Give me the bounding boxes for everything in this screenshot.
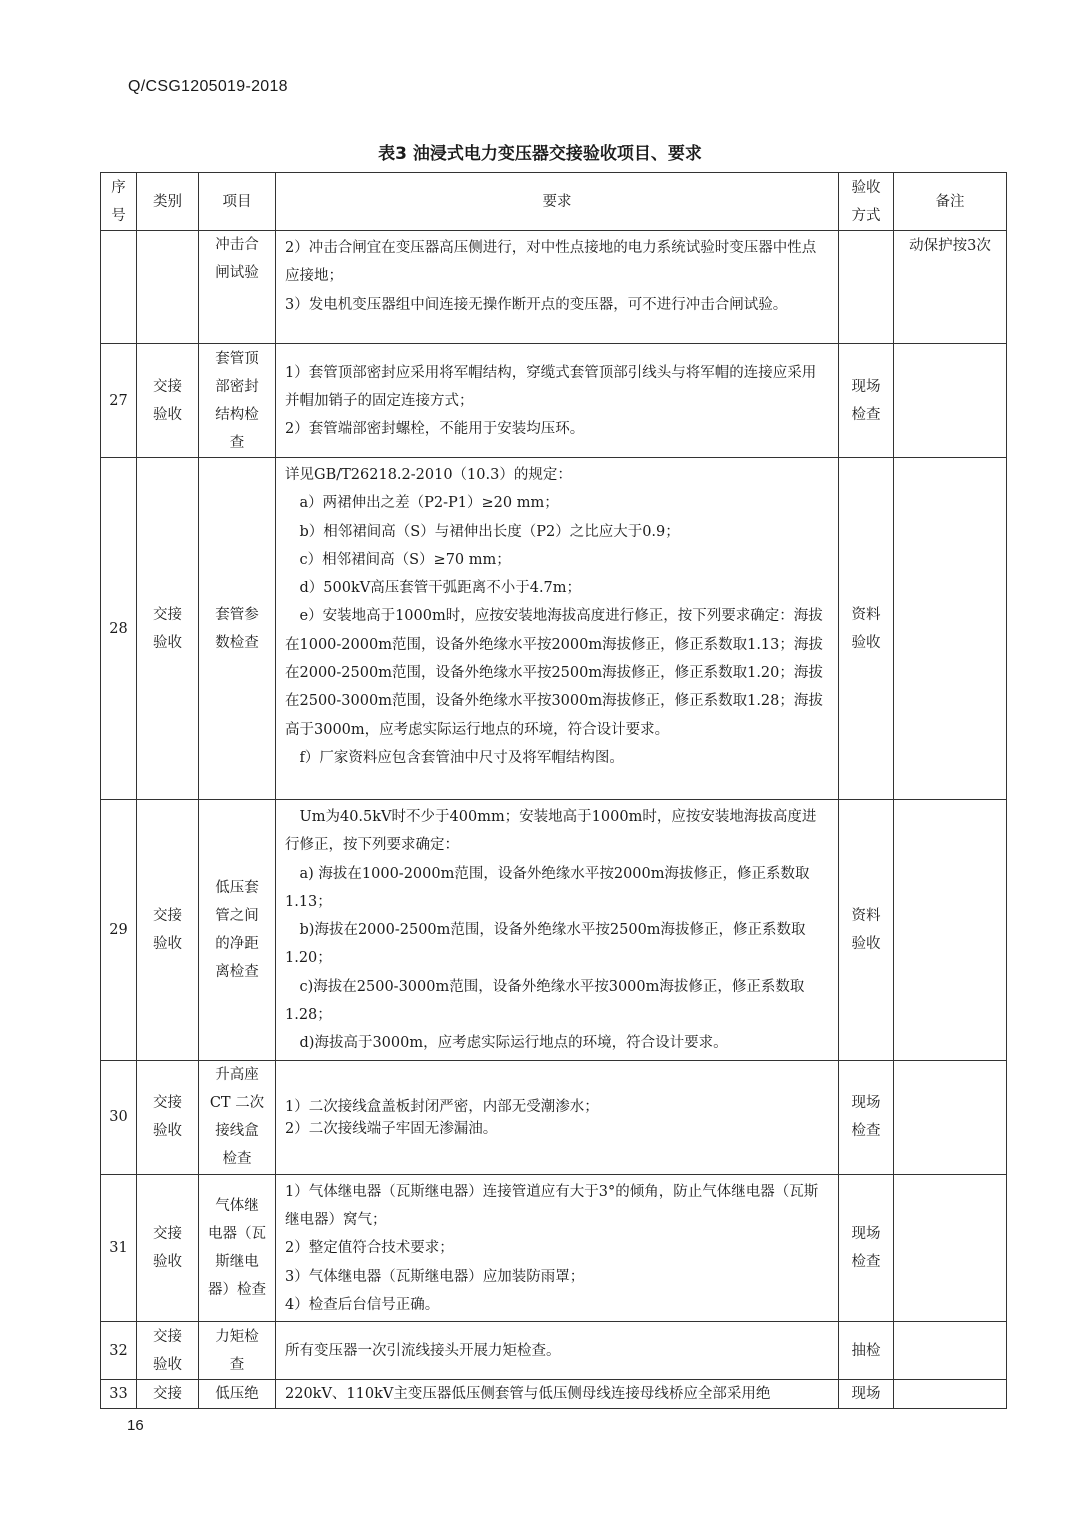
row-method: 现场 检查 bbox=[839, 1174, 894, 1321]
row-remark bbox=[894, 1380, 1007, 1409]
table-row bbox=[101, 1380, 1007, 1409]
header-item: 项目 bbox=[199, 173, 276, 231]
row-category: 交接 验收 bbox=[137, 1322, 199, 1380]
row-remark bbox=[894, 1060, 1007, 1174]
row-category bbox=[137, 231, 199, 344]
row-requirement: 2）冲击合闸宜在变压器高压侧进行，对中性点接地的电力系统试验时变压器中性点应接地； 3）发电机变压器组中间连接无操作断开点的变压器，可不进行冲击合闸试验。 bbox=[276, 231, 839, 344]
table-row bbox=[101, 1060, 1007, 1174]
row-seq: 28 bbox=[101, 458, 137, 800]
row-item: 力矩检 查 bbox=[199, 1322, 276, 1380]
row-category: 交接 验收 bbox=[137, 344, 199, 458]
table-row bbox=[101, 800, 1007, 1061]
row-method: 现场 bbox=[839, 1380, 894, 1409]
row-method: 资料 验收 bbox=[839, 458, 894, 800]
row-item: 低压绝 bbox=[199, 1380, 276, 1409]
row-category: 交接 验收 bbox=[137, 458, 199, 800]
row-remark: 动保护按3次 bbox=[894, 231, 1007, 344]
table-row bbox=[101, 458, 1007, 800]
row-seq: 31 bbox=[101, 1174, 137, 1321]
row-seq: 33 bbox=[101, 1380, 137, 1409]
row-requirement: 1）二次接线盒盖板封闭严密，内部无受潮渗水； 2）二次接线端子牢固无渗漏油。 bbox=[276, 1060, 839, 1174]
row-requirement: 详见GB/T26218.2-2010（10.3）的规定： a）两裙伸出之差（P2-P1）≥20 mm； b）相邻裙间高（S）与裙伸出长度（P2）之比应大于0.9； c）相邻裙间高（S）≥70 mm； d）500kV高压套管干弧距离不小于4.7m； e）安装地高于1000m时，应按安装地海拔高度进行修正，按下列要求确定：海拔在1000-2000m范围，设备外绝缘水平按2000m海拔修正，修正系数取1.13；海拔在2000-2500m范围，设备外绝缘水平按2500m海拔修正，修正系数取1.20；海拔在2500-3000m范围，设备外绝缘水平按3000m海拔修正，修正系数取1.28；海拔高于3000m，应考虑实际运行地点的环境，符合设计要求。 f）厂家资料应包含套管油中尺寸及将军帽结构图。 bbox=[276, 458, 839, 800]
row-category: 交接 bbox=[137, 1380, 199, 1409]
header-category: 类别 bbox=[137, 173, 199, 231]
row-remark bbox=[894, 458, 1007, 800]
document-code: Q/CSG1205019-2018 bbox=[128, 78, 288, 95]
row-method: 现场 检查 bbox=[839, 1060, 894, 1174]
page-number: 16 bbox=[127, 1417, 144, 1434]
row-item: 升高座 CT 二次 接线盒 检查 bbox=[199, 1060, 276, 1174]
row-item: 气体继 电器（瓦 斯继电 器）检查 bbox=[199, 1174, 276, 1321]
header-requirement: 要求 bbox=[276, 173, 839, 231]
row-method bbox=[839, 231, 894, 344]
acceptance-table bbox=[100, 172, 1007, 1409]
row-seq bbox=[101, 231, 137, 344]
table-row bbox=[101, 1322, 1007, 1380]
row-method: 资料 验收 bbox=[839, 800, 894, 1061]
row-requirement: 220kV、110kV主变压器低压侧套管与低压侧母线连接母线桥应全部采用绝 bbox=[276, 1380, 839, 1409]
row-method: 现场 检查 bbox=[839, 344, 894, 458]
row-category: 交接 验收 bbox=[137, 800, 199, 1061]
table-row bbox=[101, 344, 1007, 458]
table-row bbox=[101, 231, 1007, 344]
row-item: 套管参 数检查 bbox=[199, 458, 276, 800]
row-item: 套管顶 部密封 结构检 查 bbox=[199, 344, 276, 458]
row-category: 交接 验收 bbox=[137, 1174, 199, 1321]
row-item: 低压套 管之间 的净距 离检查 bbox=[199, 800, 276, 1061]
row-remark bbox=[894, 1322, 1007, 1380]
header-seq: 序 号 bbox=[101, 173, 137, 231]
row-seq: 27 bbox=[101, 344, 137, 458]
row-requirement: Um为40.5kV时不少于400mm；安装地高于1000m时，应按安装地海拔高度进行修正，按下列要求确定： a) 海拔在1000-2000m范围，设备外绝缘水平按2000m海拔修正，修正系数取1.13； b)海拔在2000-2500m范围，设备外绝缘水平按2500m海拔修正，修正系数取1.20； c)海拔在2500-3000m范围，设备外绝缘水平按3000m海拔修正，修正系数取1.28； d)海拔高于3000m，应考虑实际运行地点的环境，符合设计要求。 bbox=[276, 800, 839, 1061]
row-method: 抽检 bbox=[839, 1322, 894, 1380]
row-seq: 29 bbox=[101, 800, 137, 1061]
row-item: 冲击合 闸试验 bbox=[199, 231, 276, 344]
row-seq: 32 bbox=[101, 1322, 137, 1380]
row-seq: 30 bbox=[101, 1060, 137, 1174]
row-remark bbox=[894, 344, 1007, 458]
row-requirement: 1）套管顶部密封应采用将军帽结构，穿缆式套管顶部引线头与将军帽的连接应采用并帽加销子的固定连接方式； 2）套管端部密封螺栓，不能用于安装均压环。 bbox=[276, 344, 839, 458]
table-title: 表3 油浸式电力变压器交接验收项目、要求 bbox=[378, 144, 702, 164]
table-header-row bbox=[101, 173, 1007, 231]
row-remark bbox=[894, 1174, 1007, 1321]
row-remark bbox=[894, 800, 1007, 1061]
header-remark: 备注 bbox=[894, 173, 1007, 231]
row-category: 交接 验收 bbox=[137, 1060, 199, 1174]
header-method: 验收 方式 bbox=[839, 173, 894, 231]
row-requirement: 所有变压器一次引流线接头开展力矩检查。 bbox=[276, 1322, 839, 1380]
table-row bbox=[101, 1174, 1007, 1321]
row-requirement: 1）气体继电器（瓦斯继电器）连接管道应有大于3°的倾角，防止气体继电器（瓦斯继电器）窝气； 2）整定值符合技术要求； 3）气体继电器（瓦斯继电器）应加装防雨罩； 4）检查后台信号正确。 bbox=[276, 1174, 839, 1321]
